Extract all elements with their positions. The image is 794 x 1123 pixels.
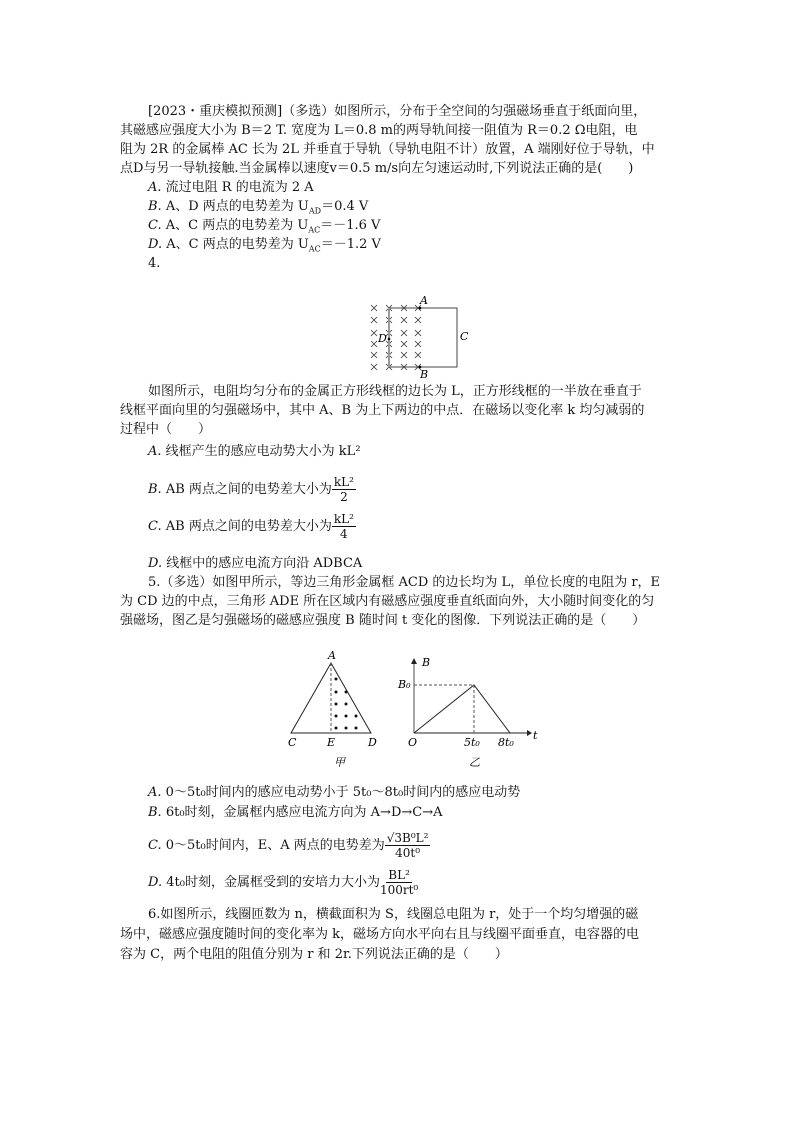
numerator: kL² (333, 475, 354, 489)
q5-option-a (148, 785, 520, 801)
option-text: A、D 两点的电势差为 U (165, 199, 309, 214)
label-e: E (327, 736, 336, 749)
cross-icon (371, 364, 377, 370)
numerator: √3B⁰L² (386, 831, 429, 845)
option-letter: D. (148, 556, 163, 571)
q5-option-d (148, 868, 418, 897)
tick-5t0: 5t₀ (464, 736, 480, 749)
cross-icon (371, 352, 377, 358)
q6-stem-line: 容为 C，两个电阻的阻值分别为 r 和 2r.下列说法正确的是（ ） (120, 947, 508, 962)
q3-option-a (148, 180, 314, 196)
option-letter: B. (148, 199, 162, 214)
q5-figures (280, 645, 540, 775)
q5-stem-line: 为 CD 边的中点，三角形 ADE 所在区域内有磁感应强度垂直纸面向外，大小随时间变化的匀 (120, 594, 655, 609)
label-d: D (378, 332, 387, 345)
dot-icon (345, 715, 348, 718)
option-letter: D. (148, 237, 163, 252)
q4-option-a (148, 444, 361, 460)
label-c: C (288, 736, 297, 749)
cross-icon (371, 341, 377, 347)
q6-stem-line: 场中，磁感应强度随时间的变化率为 k，磁场方向水平向右且与线圈平面垂直，电容器的电 (120, 927, 640, 942)
q4-stem-line: 过程中（ ） (120, 422, 212, 437)
denominator: 4 (340, 527, 348, 541)
dot-icon (335, 678, 338, 681)
q5-option-c (148, 831, 430, 860)
origin-label: O (408, 736, 418, 749)
option-letter: B. (148, 805, 162, 820)
option-letter: C. (148, 218, 162, 233)
q3-stem-line: 其磁感应强度大小为 B＝2 T. 宽度为 L＝0.8 m的两导轨间接一阻值为 R＝0.2 Ω电阻，电 (120, 123, 638, 138)
b0-label: B₀ (398, 678, 411, 691)
q5-stem-line: 5.（多选）如图甲所示，等边三角形金属框 ACD 的边长均为 L，单位长度的电阻为 r，E (148, 575, 661, 590)
denominator: 2 (340, 490, 348, 504)
option-text: 线框中的感应电流方向沿 ADBCA (166, 556, 363, 571)
option-text: A、C 两点的电势差为 U (166, 237, 309, 252)
option-letter: A. (148, 444, 162, 459)
dot-icon (355, 727, 358, 730)
b-vs-t-line (414, 685, 510, 733)
q4-stem-line: 如图所示，电阻均匀分布的金属正方形线框的边长为 L，正方形线框的一半放在垂直于 (148, 384, 642, 399)
label-a: A (420, 294, 428, 307)
fraction (380, 868, 418, 897)
cross-icon (371, 305, 377, 311)
q6-stem-line: 6.如图所示，线圈匝数为 n，横截面积为 S，线圈总电阻为 r，处于一个均匀增强的磁 (148, 907, 639, 922)
x-axis-label: t (533, 729, 538, 742)
option-text: 0～5t₀时间内，E、A 两点的电势差为 (165, 838, 385, 853)
tick-8t0: 8t₀ (498, 736, 514, 749)
cross-icon (415, 352, 421, 358)
cross-icon (415, 341, 421, 347)
q4-square-frame-figure (360, 292, 470, 382)
q4-option-d (148, 556, 362, 572)
cross-icon (371, 330, 377, 336)
option-value: ＝－1.6 V (320, 218, 381, 233)
numerator: BL² (388, 868, 410, 882)
label-c: C (460, 330, 469, 343)
option-text: A、C 两点的电势差为 U (165, 218, 309, 233)
option-text: 4t₀时刻，金属框受到的安培力大小为 (166, 875, 380, 890)
denominator: 100rt⁰ (379, 883, 419, 897)
y-axis-label: B (422, 656, 431, 669)
dot-icon (335, 703, 338, 706)
option-value: ＝0.4 V (321, 199, 369, 214)
q5-option-b (148, 805, 443, 821)
numerator: kL² (333, 512, 354, 526)
caption-jia: 甲 (334, 756, 345, 769)
option-letter: A. (148, 180, 162, 195)
q3-stem-line: 阻为 2R 的金属棒 AC 长为 2L 并垂直于导轨（导轨电阻不计）放置，A 端刚好位于导轨，中 (120, 142, 655, 157)
dot-icon (335, 715, 338, 718)
dot-icon (355, 715, 358, 718)
dot-icon (345, 691, 348, 694)
dot-icon (345, 703, 348, 706)
q4-stem-line: 线框平面向里的匀强磁场中，其中 A、B 为上下两边的中点．在磁场以变化率 k 均匀减弱的 (120, 403, 645, 418)
fraction (332, 512, 356, 541)
subscript: AC (308, 225, 321, 235)
cross-icon (415, 330, 421, 336)
dot-icon (345, 727, 348, 730)
cross-icon (401, 341, 407, 347)
q3-stem-line: 点D与另一导轨接触.当金属棒以速度v＝0.5 m/s向左匀速运动时,下列说法正确的是( ) (120, 161, 634, 176)
denominator: 40t⁰ (395, 846, 421, 860)
option-text: 0～5t₀时间内的感应电动势小于 5t₀～8t₀时间内的感应电动势 (165, 785, 521, 800)
fraction (385, 831, 431, 860)
q3-option-d (148, 237, 381, 258)
square-frame (389, 308, 457, 367)
label-d: D (368, 736, 377, 749)
option-letter: B. (148, 482, 162, 497)
cross-icon (401, 352, 407, 358)
cross-icon (371, 317, 377, 323)
figure-yi-graph (397, 656, 538, 769)
fraction (332, 475, 356, 504)
label-a: A (328, 649, 336, 662)
option-letter: A. (148, 785, 162, 800)
figure-jia-triangle (288, 649, 377, 769)
option-value: ＝－1.2 V (320, 237, 381, 252)
cross-icon (415, 317, 421, 323)
subscript: AC (308, 244, 321, 254)
option-text: 6t₀时刻，金属框内感应电流方向为 A→D→C→A (165, 805, 443, 820)
option-letter: D. (148, 875, 163, 890)
q3-option-c (148, 218, 380, 239)
option-text: 线框产生的感应电动势大小为 kL² (165, 444, 361, 459)
q4-option-c (148, 512, 356, 541)
q4-option-b (148, 475, 356, 504)
q5-stem-line: 强磁场，图乙是匀强磁场的磁感应强度 B 随时间 t 变化的图像．下列说法正确的是（ ） (120, 613, 646, 628)
dot-icon (335, 727, 338, 730)
q3-stem-line: [2023・重庆模拟预测]（多选）如图所示，分布于全空间的匀强磁场垂直于纸面向里， (148, 104, 647, 119)
cross-icon (401, 330, 407, 336)
option-letter: C. (148, 838, 162, 853)
q3-option-b (148, 199, 368, 220)
option-text: AB 两点之间的电势差大小为 (165, 519, 332, 534)
dot-icon (335, 691, 338, 694)
cross-icon (401, 317, 407, 323)
label-b: B (420, 368, 429, 381)
q4-number: 4. (148, 256, 161, 271)
subscript: AD (308, 206, 322, 216)
caption-yi: 乙 (469, 756, 480, 769)
option-letter: C. (148, 519, 162, 534)
option-text: AB 两点之间的电势差大小为 (165, 482, 332, 497)
option-text: 流过电阻 R 的电流为 2 A (165, 180, 314, 195)
